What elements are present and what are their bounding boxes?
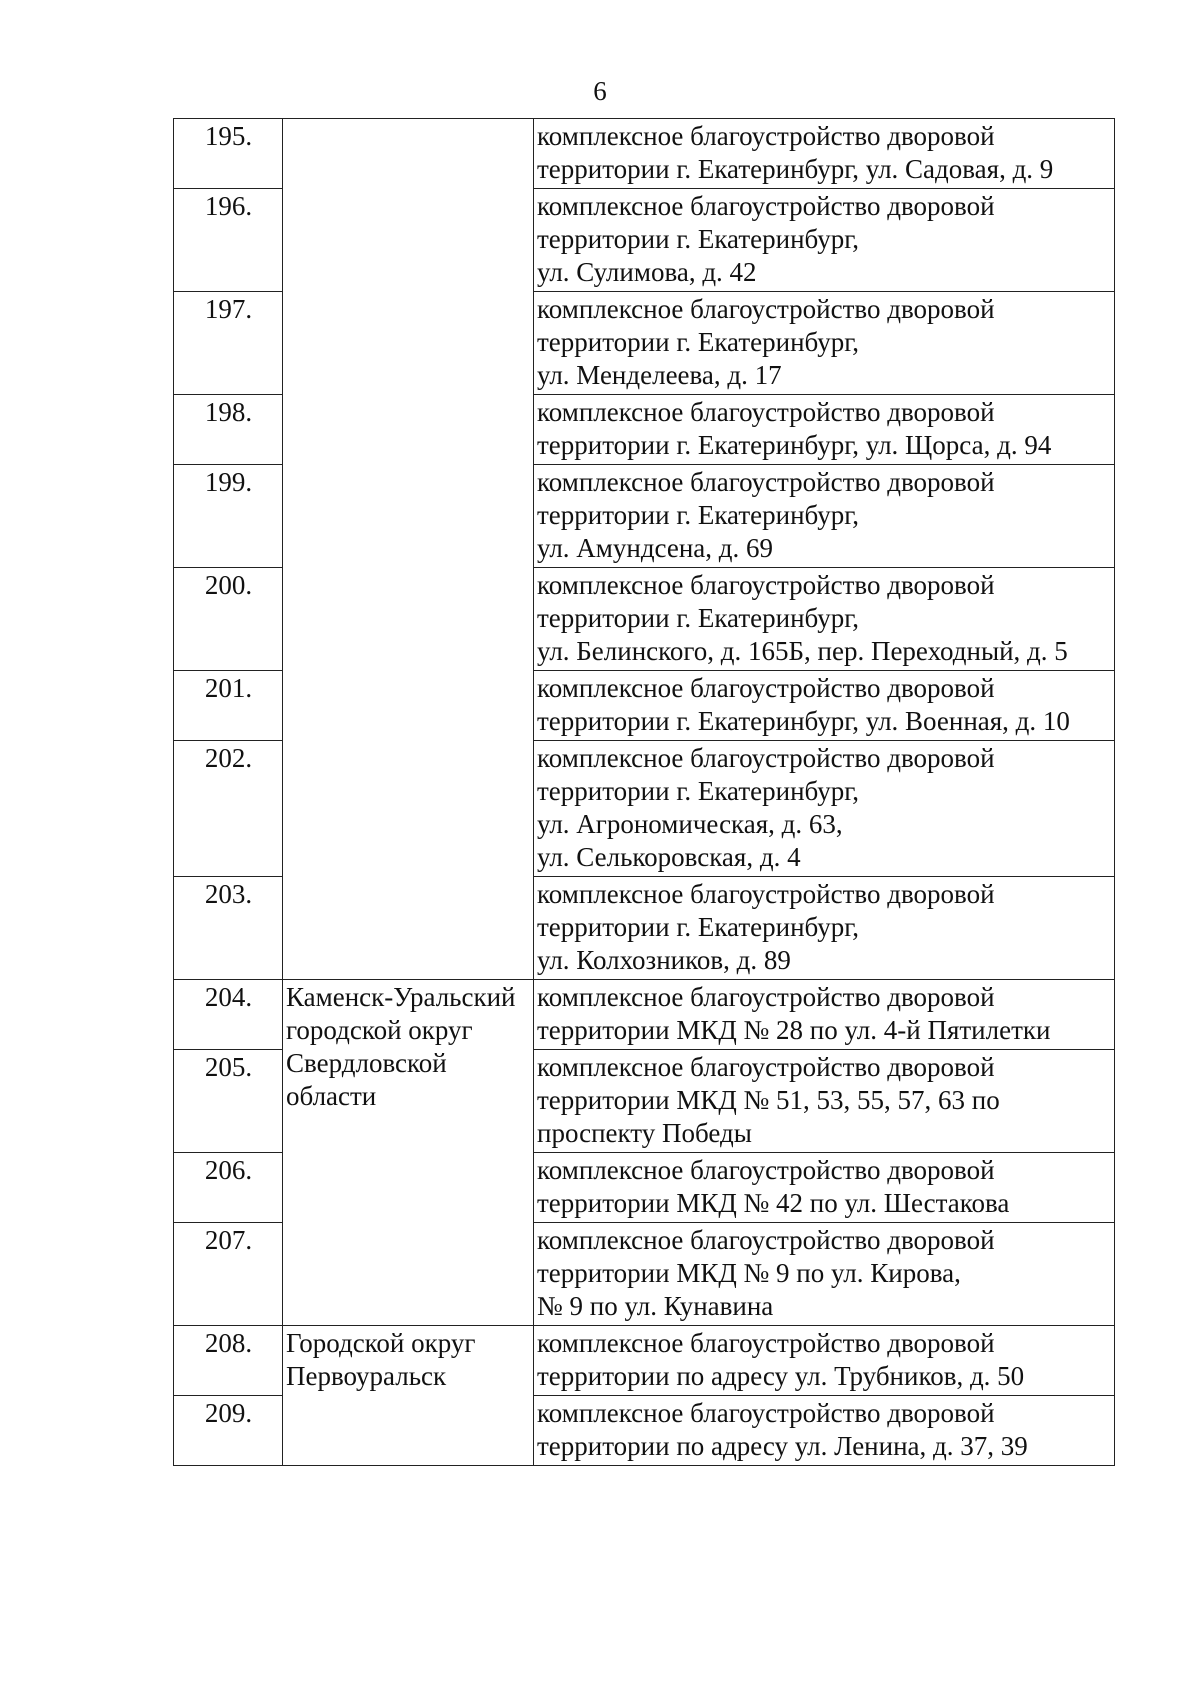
description-line: ул. Агрономическая, д. 63, (537, 809, 843, 839)
row-number: 207. (174, 1223, 283, 1326)
municipality-line: городской округ (286, 1015, 473, 1045)
row-number: 200. (174, 568, 283, 671)
description-line: ул. Менделеева, д. 17 (537, 360, 782, 390)
object-description (534, 671, 1115, 741)
table-body (174, 119, 1115, 1466)
description-line: комплексное благоустройство дворовой (537, 121, 995, 151)
row-number: 201. (174, 671, 283, 741)
description-line: территории г. Екатеринбург, ул. Щорса, д. 94 (537, 430, 1052, 460)
object-description (534, 1050, 1115, 1153)
description-line: № 9 по ул. Кунавина (537, 1291, 774, 1321)
row-number: 195. (174, 119, 283, 189)
object-description (534, 568, 1115, 671)
object-description (534, 119, 1115, 189)
description-line: комплексное благоустройство дворовой (537, 467, 995, 497)
description-line: комплексное благоустройство дворовой (537, 294, 995, 324)
object-description (534, 1396, 1115, 1466)
municipality-cell (283, 980, 534, 1326)
table-row (174, 1326, 1115, 1396)
description-line: территории г. Екатеринбург, (537, 776, 860, 806)
municipality-cell (283, 119, 534, 980)
municipality-cell (283, 1326, 534, 1466)
description-line: комплексное благоустройство дворовой (537, 397, 995, 427)
description-line: комплексное благоустройство дворовой (537, 1052, 995, 1082)
row-number: 196. (174, 189, 283, 292)
row-number: 202. (174, 741, 283, 877)
object-description (534, 1153, 1115, 1223)
object-description (534, 741, 1115, 877)
description-line: территории по адресу ул. Трубников, д. 50 (537, 1361, 1025, 1391)
object-description (534, 189, 1115, 292)
description-line: территории г. Екатеринбург, (537, 603, 860, 633)
row-number: 208. (174, 1326, 283, 1396)
table-row (174, 980, 1115, 1050)
object-description (534, 877, 1115, 980)
description-line: территории г. Екатеринбург, (537, 500, 860, 530)
description-line: проспекту Победы (537, 1118, 752, 1148)
object-description (534, 395, 1115, 465)
description-line: ул. Белинского, д. 165Б, пер. Переходный, д. 5 (537, 636, 1068, 666)
row-number: 206. (174, 1153, 283, 1223)
description-line: комплексное благоустройство дворовой (537, 191, 995, 221)
description-line: территории по адресу ул. Ленина, д. 37, 39 (537, 1431, 1028, 1461)
description-line: территории МКД № 9 по ул. Кирова, (537, 1258, 961, 1288)
description-line: комплексное благоустройство дворовой (537, 1328, 995, 1358)
description-line: территории МКД № 51, 53, 55, 57, 63 по (537, 1085, 1000, 1115)
municipality-line: Городской округ (286, 1328, 476, 1358)
row-number: 209. (174, 1396, 283, 1466)
description-line: комплексное благоустройство дворовой (537, 743, 995, 773)
description-line: ул. Амундсена, д. 69 (537, 533, 774, 563)
row-number: 203. (174, 877, 283, 980)
description-line: комплексное благоустройство дворовой (537, 982, 995, 1012)
projects-table (173, 118, 1115, 1466)
description-line: территории г. Екатеринбург, (537, 912, 860, 942)
table-row (174, 119, 1115, 189)
description-line: территории г. Екатеринбург, ул. Садовая, д. 9 (537, 154, 1054, 184)
description-line: территории г. Екатеринбург, (537, 327, 860, 357)
object-description (534, 465, 1115, 568)
description-line: ул. Колхозников, д. 89 (537, 945, 791, 975)
description-line: территории МКД № 28 по ул. 4-й Пятилетки (537, 1015, 1051, 1045)
object-description (534, 980, 1115, 1050)
row-number: 198. (174, 395, 283, 465)
description-line: комплексное благоустройство дворовой (537, 673, 995, 703)
row-number: 197. (174, 292, 283, 395)
row-number: 204. (174, 980, 283, 1050)
page-number: 6 (593, 76, 607, 106)
description-line: комплексное благоустройство дворовой (537, 1398, 995, 1428)
object-description (534, 292, 1115, 395)
description-line: ул. Селькоровская, д. 4 (537, 842, 801, 872)
description-line: ул. Сулимова, д. 42 (537, 257, 757, 287)
description-line: территории МКД № 42 по ул. Шестакова (537, 1188, 1010, 1218)
object-description (534, 1326, 1115, 1396)
description-line: комплексное благоустройство дворовой (537, 1225, 995, 1255)
description-line: комплексное благоустройство дворовой (537, 1155, 995, 1185)
object-description (534, 1223, 1115, 1326)
description-line: территории г. Екатеринбург, (537, 224, 860, 254)
municipality-line: Первоуральск (286, 1361, 447, 1391)
municipality-line: области (286, 1081, 377, 1111)
municipality-line: Свердловской (286, 1048, 447, 1078)
description-line: комплексное благоустройство дворовой (537, 570, 995, 600)
municipality-line: Каменск-Уральский (286, 982, 516, 1012)
description-line: комплексное благоустройство дворовой (537, 879, 995, 909)
description-line: территории г. Екатеринбург, ул. Военная, д. 10 (537, 706, 1070, 736)
row-number: 205. (174, 1050, 283, 1153)
row-number: 199. (174, 465, 283, 568)
